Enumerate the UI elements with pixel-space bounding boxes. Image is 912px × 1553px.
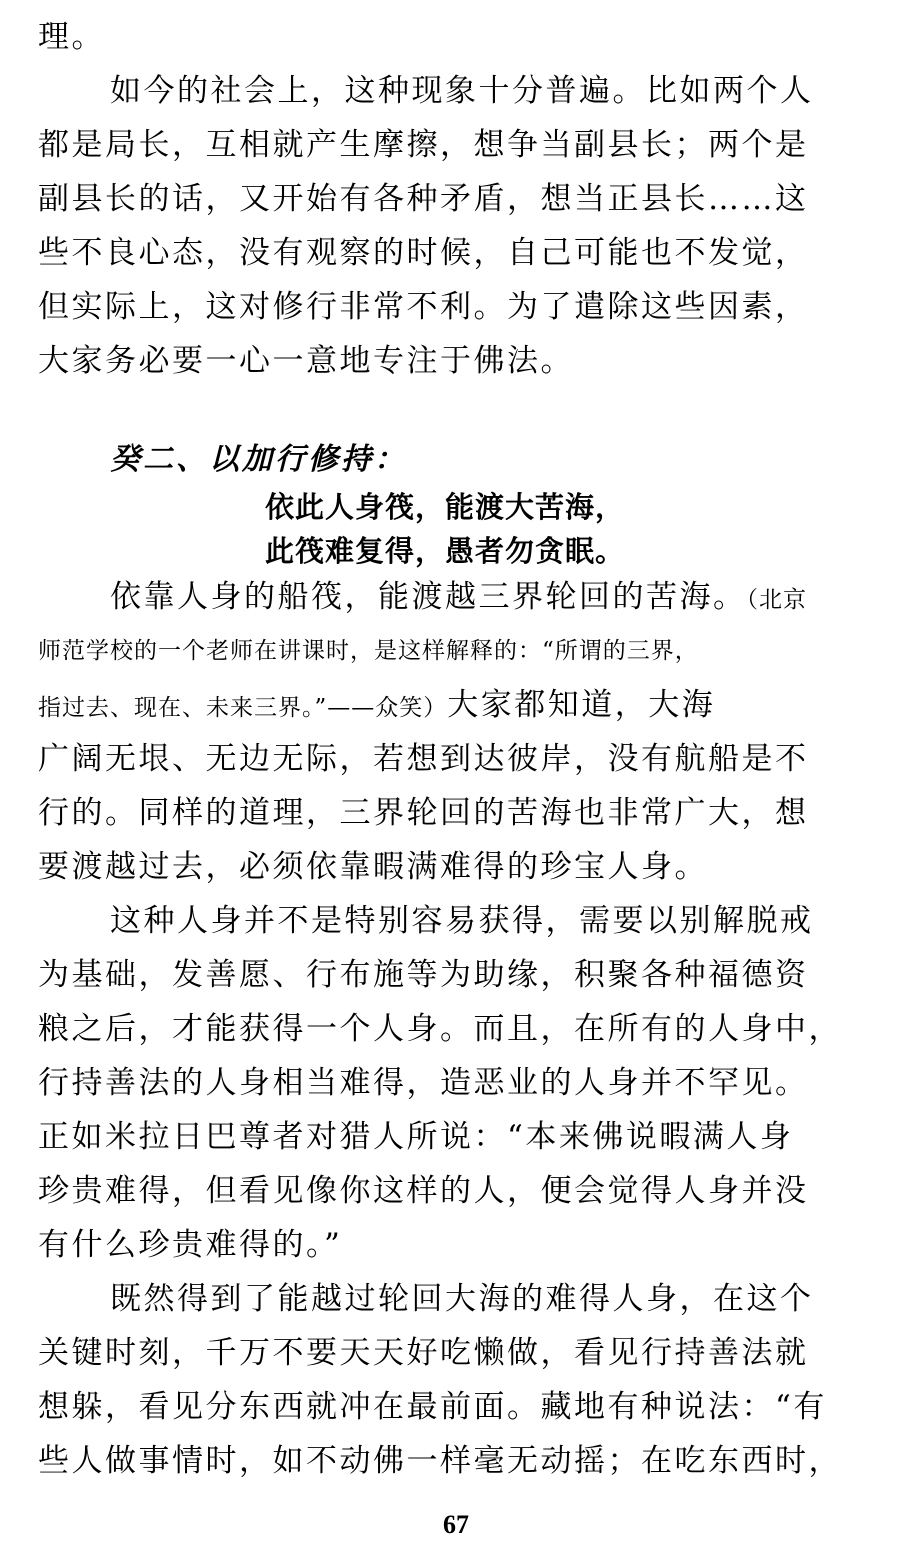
page-number: 67 <box>443 1510 469 1539</box>
body-text-main <box>38 570 880 1488</box>
text-line: 想躲，看见分东西就冲在最前面。藏地有种说法：“有 <box>38 1389 827 1425</box>
note-line: 师范学校的一个老师在讲课时，是这样解释的：“所谓的三界， <box>38 638 699 664</box>
text-line <box>38 570 880 624</box>
text-line: 关键时刻，千万不要天天好吃懒做，看见行持善法就 <box>38 1335 809 1371</box>
text-line: 但实际上，这对修行非常不利。为了遣除这些因素， <box>38 289 809 325</box>
text-line: 有什么珍贵难得的。” <box>38 1227 343 1263</box>
note-text: （北京 <box>746 587 807 613</box>
main-text: 依靠人身的船筏，能渡越三界轮回的苦海。 <box>110 579 747 615</box>
body-text-top <box>38 10 880 388</box>
text-line: 都是局长，互相就产生摩擦，想争当副县长；两个是 <box>38 127 809 163</box>
text-line: 大家务必要一心一意地专注于佛法。 <box>38 343 574 379</box>
text-line: 副县长的话，又开始有各种矛盾，想当正县长……这 <box>38 181 809 217</box>
text-line: 要渡越过去，必须依靠暇满难得的珍宝人身。 <box>38 849 708 885</box>
text-line: 理。 <box>38 19 105 55</box>
text-line: 为基础，发善愿、行布施等为助缘，积聚各种福德资 <box>38 957 809 993</box>
text-line: 既然得到了能越过轮回大海的难得人身，在这个 <box>110 1281 814 1317</box>
main-text: 大家都知道，大海 <box>447 687 716 723</box>
text-line: 粮之后，才能获得一个人身。而且，在所有的人身中， <box>38 1011 842 1047</box>
text-line: 这种人身并不是特别容易获得，需要以别解脱戒 <box>110 903 814 939</box>
text-line: 些人做事情时，如不动佛一样毫无动摇；在吃东西时， <box>38 1443 842 1479</box>
text-line: 些不良心态，没有观察的时候，自己可能也不发觉， <box>38 235 809 271</box>
text-line: 行持善法的人身相当难得，造恶业的人身并不罕见。 <box>38 1065 809 1101</box>
note-text: 指过去、现在、未来三界。”——众笑） <box>38 695 448 721</box>
text-line: 珍贵难得，但看见像你这样的人，便会觉得人身并没 <box>38 1173 809 1209</box>
text-line <box>38 678 880 732</box>
text-line: 行的。同样的道理，三界轮回的苦海也非常广大，想 <box>38 795 809 831</box>
verse-line: 依此人身筏，能渡大苦海， <box>265 490 626 524</box>
text-line: 如今的社会上，这种现象十分普遍。比如两个人 <box>110 73 814 109</box>
text-line: 正如米拉日巴尊者对猎人所说：“本来佛说暇满人身 <box>38 1119 794 1155</box>
section-heading: 癸二、以加行修持： <box>110 442 407 477</box>
verse-line: 此筏难复得，愚者勿贪眠。 <box>265 534 626 568</box>
text-line: 广阔无垠、无边无际，若想到达彼岸，没有航船是不 <box>38 741 809 777</box>
